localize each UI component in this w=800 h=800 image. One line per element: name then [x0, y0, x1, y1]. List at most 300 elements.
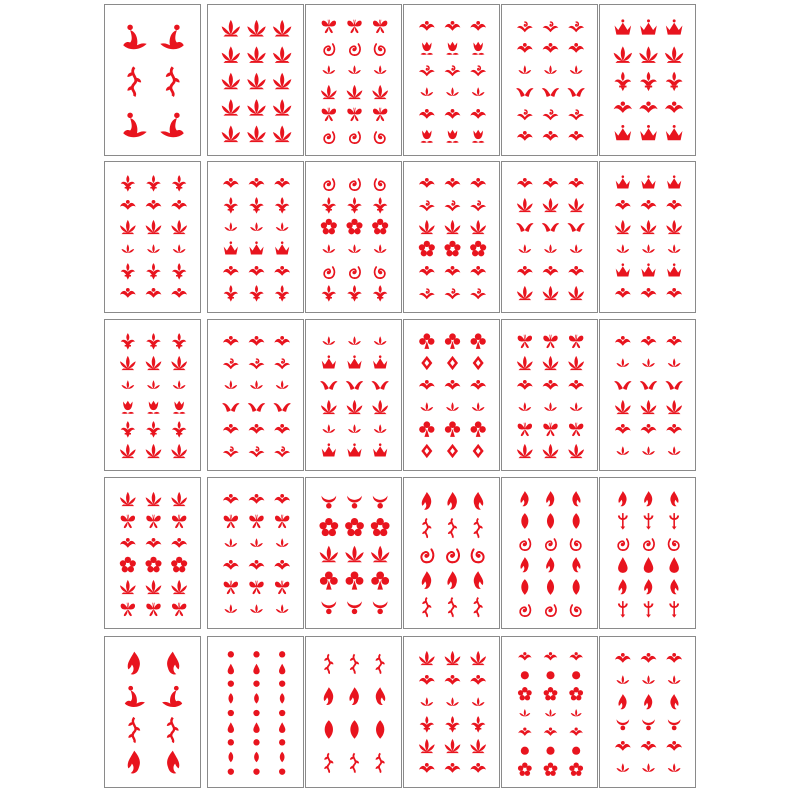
- crest-tattoo-icon: [249, 336, 265, 346]
- crest-tattoo-icon: [419, 21, 435, 31]
- crest-tattoo-icon: [615, 424, 631, 434]
- crest-tattoo-icon: [665, 102, 683, 113]
- lotus-tattoo-icon: [171, 444, 187, 458]
- lotus-tattoo-icon: [517, 356, 533, 370]
- wing-tattoo-icon: [567, 88, 584, 97]
- lotusSmall-tattoo-icon: [374, 424, 387, 433]
- wing-tattoo-icon: [640, 381, 657, 390]
- flame-tattoo-icon: [520, 491, 528, 506]
- tattoo-sheet-fleur-de-lis: [104, 161, 201, 313]
- crest-tattoo-icon: [666, 200, 682, 210]
- tulip-tattoo-icon: [173, 401, 186, 414]
- lotus-tattoo-icon: [568, 198, 584, 212]
- crest-tattoo-icon: [249, 424, 265, 434]
- crest-tattoo-icon: [146, 200, 162, 210]
- swirl-tattoo-icon: [618, 539, 628, 550]
- fleur-tattoo-icon: [347, 197, 361, 214]
- sheet-artwork: [208, 637, 304, 788]
- lotus-tattoo-icon: [666, 400, 682, 414]
- swirl-tattoo-icon: [447, 549, 459, 562]
- clover-tattoo-icon: [471, 333, 486, 349]
- flame-tattoo-icon: [474, 571, 483, 589]
- crest-tattoo-icon: [517, 266, 533, 276]
- lotus-tattoo-icon: [347, 400, 363, 414]
- lotusSmall-tattoo-icon: [571, 709, 582, 716]
- lotus-tattoo-icon: [171, 492, 187, 506]
- butterfly-tattoo-icon: [121, 515, 135, 528]
- arrow-tattoo-icon: [645, 513, 653, 530]
- swirl-tattoo-icon: [375, 267, 385, 278]
- crest-tattoo-icon: [641, 288, 657, 298]
- lotusSmall-tattoo-icon: [519, 244, 532, 253]
- lotusSmall-tattoo-icon: [225, 380, 238, 389]
- sheet-artwork: [404, 637, 500, 788]
- sheet-artwork: [208, 478, 304, 629]
- lotusSmall-tattoo-icon: [225, 222, 238, 231]
- lotusSmall-tattoo-icon: [617, 244, 630, 253]
- lotus-tattoo-icon: [372, 400, 388, 414]
- lotus-tattoo-icon: [445, 220, 461, 234]
- clover-tattoo-icon: [320, 571, 338, 589]
- lotusSmall-tattoo-icon: [570, 244, 583, 253]
- butterfly-tattoo-icon: [518, 335, 532, 348]
- butterfly-tattoo-icon: [146, 603, 160, 616]
- lotus-tattoo-icon: [470, 220, 486, 234]
- fleur-tattoo-icon: [615, 72, 632, 91]
- crest-tattoo-icon: [615, 288, 631, 298]
- tattoo-sheet-crescent-lotus: [305, 477, 402, 629]
- sheet-artwork: [600, 637, 696, 788]
- flower-tattoo-icon: [321, 219, 337, 235]
- arrow-tattoo-icon: [645, 601, 653, 618]
- drop-tattoo-icon: [279, 664, 285, 675]
- drop-tattoo-icon: [669, 557, 678, 573]
- tattoo-sheet-butterfly: [207, 477, 304, 629]
- sheet-artwork: [306, 162, 402, 313]
- lotusSmall-tattoo-icon: [374, 65, 387, 74]
- lotusSmall-tattoo-icon: [617, 358, 630, 367]
- lotus-tattoo-icon: [665, 46, 683, 63]
- clover-tattoo-icon: [471, 421, 486, 437]
- fleur-tattoo-icon: [146, 333, 160, 350]
- lotusSmall-tattoo-icon: [519, 709, 530, 716]
- dot-tattoo-icon: [279, 769, 285, 775]
- lotus-tattoo-icon: [615, 220, 631, 234]
- crest-tattoo-icon: [171, 538, 187, 548]
- wing-tattoo-icon: [320, 381, 337, 390]
- crest-tattoo-icon: [615, 653, 631, 663]
- flame-tattoo-icon: [349, 687, 358, 705]
- dot-tattoo-icon: [546, 671, 554, 679]
- lotusSmall-tattoo-icon: [668, 244, 681, 253]
- lotus-tattoo-icon: [120, 444, 136, 458]
- crown-tattoo-icon: [666, 125, 683, 140]
- swirl-tattoo-icon: [520, 539, 530, 550]
- fleur-tattoo-icon: [121, 333, 135, 350]
- flame-tattoo-icon: [618, 694, 626, 709]
- flower-tattoo-icon: [544, 687, 558, 700]
- flame-tattoo-icon: [520, 557, 528, 572]
- dot-tattoo-icon: [546, 747, 554, 755]
- flame-tattoo-icon: [644, 491, 652, 506]
- sheet-artwork: [105, 637, 201, 788]
- crest-tattoo-icon: [543, 131, 559, 141]
- lotus-tattoo-icon: [171, 356, 187, 370]
- crest-tattoo-icon: [639, 102, 657, 113]
- lotus-tattoo-icon: [419, 651, 435, 665]
- lotusSmall-tattoo-icon: [147, 244, 160, 253]
- crest-tattoo-icon: [274, 336, 290, 346]
- butterfly-tattoo-icon: [543, 335, 557, 348]
- drop-tattoo-icon: [228, 722, 234, 733]
- wing-tattoo-icon: [222, 403, 239, 412]
- tattoo-sheet-scroll-ornament: [501, 4, 598, 156]
- lotus-tattoo-icon: [222, 126, 240, 143]
- fleur-tattoo-icon: [420, 716, 434, 733]
- butterfly-tattoo-icon: [347, 108, 361, 121]
- crest-tattoo-icon: [569, 652, 583, 660]
- sheet-artwork: [105, 478, 201, 629]
- crest-tattoo-icon: [568, 43, 584, 53]
- dot-tattoo-icon: [253, 710, 259, 716]
- dot-tattoo-icon: [253, 739, 259, 745]
- vine-tattoo-icon: [128, 718, 140, 743]
- flower-tattoo-icon: [372, 219, 388, 235]
- tattoo-sheet-fleur-crest: [207, 161, 304, 313]
- crown-tattoo-icon: [640, 19, 657, 34]
- fleur-tattoo-icon: [373, 285, 387, 302]
- fleur-tattoo-icon: [373, 197, 387, 214]
- sheet-artwork: [306, 478, 402, 629]
- lotusSmall-tattoo-icon: [446, 697, 459, 706]
- fleur-tattoo-icon: [275, 197, 289, 214]
- fleur-tattoo-icon: [666, 72, 683, 91]
- lotus-tattoo-icon: [517, 444, 533, 458]
- lotus-tattoo-icon: [273, 46, 291, 63]
- wing-tattoo-icon: [346, 381, 363, 390]
- crescent-tattoo-icon: [668, 719, 681, 730]
- tattoo-sheet-tribal-vine: [305, 636, 402, 788]
- vine-tattoo-icon: [448, 518, 457, 537]
- crown-tattoo-icon: [615, 125, 632, 140]
- dot-tattoo-icon: [572, 671, 580, 679]
- crest-tattoo-icon: [223, 266, 239, 276]
- crest-tattoo-icon: [249, 178, 265, 188]
- tattoo-sheet-crown-crest: [599, 161, 696, 313]
- lotus-tattoo-icon: [470, 739, 486, 753]
- crest-tattoo-icon: [445, 21, 461, 31]
- lotusSmall-tattoo-icon: [472, 87, 485, 96]
- crown-tattoo-icon: [224, 241, 238, 254]
- crest-tattoo-icon: [470, 380, 486, 390]
- fleur-tattoo-icon: [172, 263, 186, 280]
- flame-tattoo-icon: [572, 557, 580, 572]
- arrow-tattoo-icon: [670, 601, 678, 618]
- lotusSmall-tattoo-icon: [323, 65, 336, 74]
- crest-tattoo-icon: [568, 131, 584, 141]
- lotusSmall-tattoo-icon: [519, 65, 532, 74]
- crown-tattoo-icon: [667, 175, 681, 188]
- dot-tattoo-icon: [228, 681, 234, 687]
- swirl-tattoo-icon: [375, 179, 385, 190]
- flower-tattoo-icon: [171, 557, 187, 573]
- lotus-tattoo-icon: [222, 99, 240, 116]
- butterfly-tattoo-icon: [322, 20, 336, 33]
- crest-tattoo-icon: [419, 380, 435, 390]
- sheet-artwork: [600, 320, 696, 471]
- crest-tattoo-icon: [419, 675, 435, 685]
- lotusSmall-tattoo-icon: [276, 380, 289, 389]
- swan-tattoo-icon: [160, 25, 183, 50]
- flower-tattoo-icon: [319, 518, 338, 536]
- lotus-tattoo-icon: [222, 46, 240, 63]
- leaf-tattoo-icon: [573, 513, 580, 529]
- diamond-tattoo-icon: [473, 444, 484, 458]
- crest-tattoo-icon: [223, 336, 239, 346]
- leaf-tattoo-icon: [521, 579, 528, 595]
- lotusSmall-tattoo-icon: [421, 697, 434, 706]
- lotusSmall-tattoo-icon: [617, 446, 630, 455]
- diamond-tattoo-icon: [447, 356, 458, 370]
- tulip-tattoo-icon: [421, 42, 434, 55]
- flame-tattoo-icon: [670, 694, 678, 709]
- crest-tattoo-icon: [518, 728, 532, 736]
- diamond-tattoo-icon: [421, 444, 432, 458]
- crescent-tattoo-icon: [373, 496, 388, 509]
- fleur-tattoo-icon: [146, 263, 160, 280]
- crest-tattoo-icon: [120, 538, 136, 548]
- vine-tattoo-icon: [324, 654, 333, 673]
- flower-tattoo-icon: [444, 241, 460, 257]
- leaf-tattoo-icon: [228, 752, 233, 763]
- wing-tattoo-icon: [542, 223, 559, 232]
- lotus-tattoo-icon: [666, 220, 682, 234]
- sheet-artwork: [208, 5, 304, 156]
- tattoo-sheet-tribal-flame: [403, 477, 500, 629]
- scroll-tattoo-icon: [445, 201, 461, 211]
- lotusSmall-tattoo-icon: [519, 402, 532, 411]
- swirl-tattoo-icon: [324, 267, 334, 278]
- scroll-tattoo-icon: [419, 66, 435, 76]
- lotus-tattoo-icon: [445, 651, 461, 665]
- tulip-tattoo-icon: [472, 130, 485, 143]
- vine-tattoo-icon: [324, 753, 333, 772]
- crest-tattoo-icon: [249, 266, 265, 276]
- drop-tattoo-icon: [618, 557, 627, 573]
- swirl-tattoo-icon: [350, 179, 360, 190]
- scroll-tattoo-icon: [249, 359, 265, 369]
- leaf-tattoo-icon: [325, 720, 333, 738]
- tattoo-sheet-wing-lotus: [305, 319, 402, 471]
- crown-tattoo-icon: [347, 443, 361, 456]
- tattoo-sheet-swirl-flower: [305, 161, 402, 313]
- lotus-tattoo-icon: [639, 46, 657, 63]
- butterfly-tattoo-icon: [224, 581, 238, 594]
- vine-tattoo-icon: [474, 518, 483, 537]
- wing-tattoo-icon: [665, 381, 682, 390]
- crest-tattoo-icon: [641, 200, 657, 210]
- crest-tattoo-icon: [544, 728, 558, 736]
- butterfly-tattoo-icon: [121, 603, 135, 616]
- flame-tattoo-icon: [644, 579, 652, 594]
- lotusSmall-tattoo-icon: [545, 709, 556, 716]
- crescent-tattoo-icon: [347, 601, 362, 614]
- tulip-tattoo-icon: [122, 401, 135, 414]
- flower-tattoo-icon: [419, 241, 435, 257]
- lotus-tattoo-icon: [247, 126, 265, 143]
- dot-tattoo-icon: [228, 710, 234, 716]
- tattoo-sheet-flame-arrow: [599, 477, 696, 629]
- crescent-tattoo-icon: [347, 496, 362, 509]
- crest-tattoo-icon: [171, 288, 187, 298]
- crown-tattoo-icon: [347, 355, 361, 368]
- lotusSmall-tattoo-icon: [472, 697, 485, 706]
- crest-tattoo-icon: [470, 763, 486, 773]
- lotus-tattoo-icon: [146, 356, 162, 370]
- clover-tattoo-icon: [371, 571, 389, 589]
- dot-tattoo-icon: [228, 739, 234, 745]
- diamond-tattoo-icon: [473, 356, 484, 370]
- butterfly-tattoo-icon: [347, 20, 361, 33]
- lotus-tattoo-icon: [321, 400, 337, 414]
- fleur-tattoo-icon: [121, 263, 135, 280]
- flame-tattoo-icon: [546, 557, 554, 572]
- fleur-tattoo-icon: [172, 175, 186, 192]
- crest-tattoo-icon: [445, 266, 461, 276]
- sheet-artwork: [105, 162, 201, 313]
- crest-tattoo-icon: [419, 763, 435, 773]
- crescent-tattoo-icon: [642, 719, 655, 730]
- flame-tattoo-icon: [128, 751, 140, 774]
- leaf-tattoo-icon: [254, 752, 259, 763]
- lotusSmall-tattoo-icon: [642, 675, 655, 684]
- wing-tattoo-icon: [248, 403, 265, 412]
- lotus-tattoo-icon: [146, 220, 162, 234]
- crest-tattoo-icon: [666, 424, 682, 434]
- lotus-tattoo-icon: [120, 356, 136, 370]
- lotusSmall-tattoo-icon: [348, 336, 361, 345]
- butterfly-tattoo-icon: [146, 515, 160, 528]
- dot-tattoo-icon: [253, 769, 259, 775]
- crest-tattoo-icon: [470, 21, 486, 31]
- tattoo-sheet-flower-dots: [501, 636, 598, 788]
- fleur-tattoo-icon: [146, 421, 160, 438]
- lotusSmall-tattoo-icon: [642, 358, 655, 367]
- crest-tattoo-icon: [641, 741, 657, 751]
- crest-tattoo-icon: [445, 380, 461, 390]
- butterfly-tattoo-icon: [322, 108, 336, 121]
- crest-tattoo-icon: [569, 728, 583, 736]
- arrow-tattoo-icon: [619, 513, 627, 530]
- dot-tattoo-icon: [253, 651, 259, 657]
- lotusSmall-tattoo-icon: [668, 675, 681, 684]
- tattoo-sheet-lotus-flame: [599, 636, 696, 788]
- swirl-tattoo-icon: [644, 539, 654, 550]
- flower-tattoo-icon: [518, 762, 532, 775]
- crescent-tattoo-icon: [321, 601, 336, 614]
- flame-tattoo-icon: [572, 491, 580, 506]
- crest-tattoo-icon: [419, 178, 435, 188]
- lotusSmall-tattoo-icon: [446, 87, 459, 96]
- flower-tattoo-icon: [345, 518, 364, 536]
- lotus-tattoo-icon: [568, 356, 584, 370]
- crest-tattoo-icon: [543, 266, 559, 276]
- lotusSmall-tattoo-icon: [276, 604, 289, 613]
- dot-tattoo-icon: [521, 747, 529, 755]
- flame-tattoo-icon: [618, 579, 626, 594]
- crest-tattoo-icon: [641, 653, 657, 663]
- lotus-tattoo-icon: [470, 651, 486, 665]
- sheet-artwork: [502, 5, 598, 156]
- scroll-tattoo-icon: [445, 66, 461, 76]
- lotusSmall-tattoo-icon: [173, 380, 186, 389]
- swirl-tattoo-icon: [375, 132, 385, 143]
- tulip-tattoo-icon: [472, 42, 485, 55]
- leaf-tattoo-icon: [280, 693, 285, 704]
- flame-tattoo-icon: [376, 687, 385, 705]
- clover-tattoo-icon: [445, 421, 460, 437]
- lotusSmall-tattoo-icon: [225, 538, 238, 547]
- lotusSmall-tattoo-icon: [276, 222, 289, 231]
- flower-tattoo-icon: [569, 762, 583, 775]
- swirl-tattoo-icon: [324, 179, 334, 190]
- lotusSmall-tattoo-icon: [250, 380, 263, 389]
- swirl-tattoo-icon: [350, 267, 360, 278]
- tattoo-sheet-flame-swirl: [501, 477, 598, 629]
- butterfly-tattoo-icon: [373, 20, 387, 33]
- scroll-tattoo-icon: [223, 359, 239, 369]
- swirl-tattoo-icon: [375, 44, 385, 55]
- tattoo-sheet-clover-crest: [403, 319, 500, 471]
- sheet-artwork: [105, 5, 201, 156]
- fleur-tattoo-icon: [249, 285, 263, 302]
- lotusSmall-tattoo-icon: [374, 336, 387, 345]
- fleur-tattoo-icon: [347, 285, 361, 302]
- crescent-tattoo-icon: [373, 601, 388, 614]
- leaf-tattoo-icon: [376, 720, 384, 738]
- flame-tattoo-icon: [618, 491, 626, 506]
- lotus-tattoo-icon: [517, 198, 533, 212]
- arrow-tattoo-icon: [670, 513, 678, 530]
- crest-tattoo-icon: [666, 741, 682, 751]
- flower-tattoo-icon: [544, 762, 558, 775]
- lotusSmall-tattoo-icon: [668, 358, 681, 367]
- lotusSmall-tattoo-icon: [225, 604, 238, 613]
- crest-tattoo-icon: [445, 763, 461, 773]
- swirl-tattoo-icon: [421, 549, 433, 562]
- fleur-tattoo-icon: [471, 716, 485, 733]
- lotus-tattoo-icon: [641, 400, 657, 414]
- lotus-tattoo-icon: [320, 546, 338, 563]
- crown-tattoo-icon: [322, 443, 336, 456]
- lotusSmall-tattoo-icon: [472, 402, 485, 411]
- crown-tattoo-icon: [322, 355, 336, 368]
- lotus-tattoo-icon: [146, 492, 162, 506]
- scroll-tattoo-icon: [543, 22, 559, 32]
- sheet-artwork: [208, 320, 304, 471]
- wing-tattoo-icon: [542, 88, 559, 97]
- lotus-tattoo-icon: [273, 73, 291, 90]
- crest-tattoo-icon: [274, 494, 290, 504]
- sheet-artwork: [502, 320, 598, 471]
- fleur-tattoo-icon: [146, 175, 160, 192]
- flame-tattoo-icon: [324, 687, 333, 705]
- scroll-tattoo-icon: [517, 22, 533, 32]
- crest-tattoo-icon: [615, 741, 631, 751]
- sheet-artwork: [502, 162, 598, 313]
- vine-tattoo-icon: [376, 654, 385, 673]
- crest-tattoo-icon: [419, 109, 435, 119]
